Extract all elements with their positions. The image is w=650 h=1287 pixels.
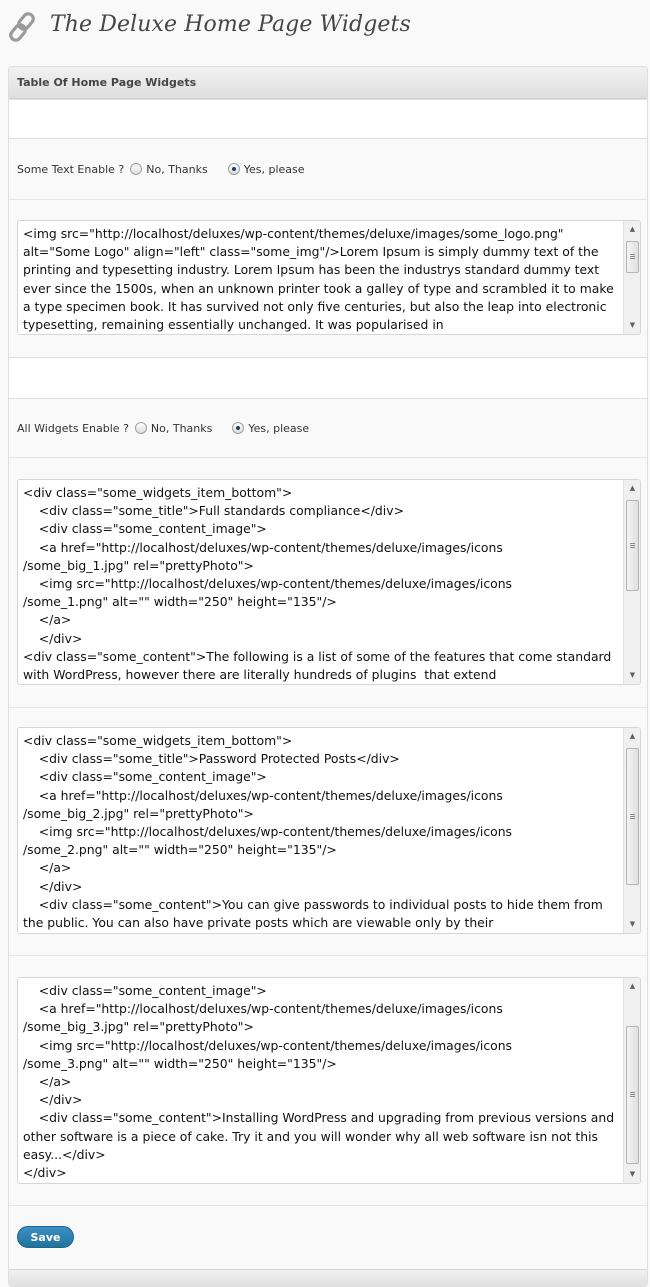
widget-1-content: <div class="some_widgets_item_bottom"> <div class="some_title">Full standards compliance</div> <div class="some_content_image"> <a href="http://localhost/deluxes/wp-content/themes/deluxe/images/icons /some_big_1.jpg" rel="prettyPhoto"> <img src="http://localhost/deluxes/wp-content/themes/deluxe/images/icons /some_1.png" alt="" width="250" height="135"/> </a> </div> <div class="some_content">The following is a list of some of the features that come standard with WordPress, however there are literally hundreds of plugins that extend [23, 485, 612, 683]
scroll-up-arrow-icon[interactable]: ▲ [629, 732, 636, 740]
all-widgets-no-radio[interactable] [135, 422, 147, 434]
spacer-row [9, 357, 647, 399]
grip-icon [630, 1092, 635, 1097]
scrollbar[interactable] [623, 728, 640, 933]
panel-header [9, 67, 647, 99]
scroll-down-arrow-icon[interactable]: ▼ [629, 321, 636, 329]
scroll-thumb[interactable] [626, 500, 639, 591]
divider [9, 1205, 647, 1206]
divider [9, 199, 647, 200]
some-text-enable-row [17, 160, 319, 178]
widget-3-content: <div class="some_content_image"> <a href="http://localhost/deluxes/wp-content/themes/deluxe/images/icons /some_big_3.jpg" rel="prettyPhoto"> <img src="http://localhost/deluxes/wp-content/themes/deluxe/images/icons /some_3.png" alt="" width="250" height="135"/> </a> </div> <div class="some_content">Installing WordPress and upgrading from previous versions and other software is a piece of cake. Try it and you will wonder why all web software isn not this easy...</div> </div> [23, 983, 615, 1181]
scroll-up-arrow-icon[interactable]: ▲ [629, 225, 636, 233]
widget-2-textarea[interactable] [17, 727, 641, 934]
scrollbar[interactable] [623, 480, 640, 684]
scroll-down-arrow-icon[interactable]: ▼ [629, 1170, 636, 1178]
save-button[interactable]: Save [17, 1226, 74, 1248]
scrollbar[interactable] [623, 978, 640, 1183]
widgets-panel [8, 66, 648, 1287]
grip-icon [630, 254, 635, 259]
links-icon [8, 10, 42, 44]
some-text-enable-label: Some Text Enable ? [17, 162, 125, 176]
all-widgets-yes-label[interactable]: Yes, please [248, 421, 310, 435]
scroll-down-arrow-icon[interactable]: ▼ [629, 671, 636, 679]
divider [9, 457, 647, 458]
spacer-row [9, 99, 647, 139]
scroll-thumb[interactable] [626, 241, 639, 273]
grip-icon [630, 543, 635, 548]
scroll-down-arrow-icon[interactable]: ▼ [629, 920, 636, 928]
all-widgets-no-label[interactable]: No, Thanks [150, 421, 213, 435]
panel-footer [9, 1269, 647, 1287]
widget-2-content: <div class="some_widgets_item_bottom"> <div class="some_title">Password Protected Posts</div> <div class="some_content_image"> <a href="http://localhost/deluxes/wp-content/themes/deluxe/images/icons /some_big_2.jpg" rel="prettyPhoto"> <img src="http://localhost/deluxes/wp-content/themes/deluxe/images/icons /some_2.png" alt="" width="250" height="135"/> </a> </div> <div class="some_content">You can give passwords to individual posts to hide them from the public. You can also have private posts which are viewable only by their [23, 733, 603, 931]
scroll-up-arrow-icon[interactable]: ▲ [629, 484, 636, 492]
divider [9, 707, 647, 708]
scrollbar[interactable] [623, 221, 640, 334]
scroll-thumb[interactable] [626, 748, 639, 885]
all-widgets-enable-row [17, 419, 323, 437]
page-title: The Deluxe Home Page Widgets [50, 12, 411, 37]
scroll-up-arrow-icon[interactable]: ▲ [629, 982, 636, 990]
some-text-content: <img src="http://localhost/deluxes/wp-content/themes/deluxe/images/some_logo.png" alt="Some Logo" align="left" class="some_img"/>Lorem Ipsum is simply dummy text of the printing and typesetting industry. Lorem Ipsum has been the industrys standard dummy text ever since the 1500s, when an unknown printer took a galley of type and scrambled it to make a type specimen book. It has survived not only five centuries, but also the leap into electronic typesetting, remaining essentially unchanged. It was popularised in [23, 226, 618, 333]
panel-title: Table Of Home Page Widgets [17, 76, 197, 89]
all-widgets-yes-radio[interactable] [232, 422, 244, 434]
grip-icon [630, 814, 635, 819]
some-text-yes-label[interactable]: Yes, please [243, 162, 305, 176]
page-header [0, 0, 650, 60]
divider [9, 955, 647, 956]
some-text-no-radio[interactable] [130, 163, 142, 175]
all-widgets-enable-label: All Widgets Enable ? [17, 421, 129, 435]
scroll-thumb[interactable] [626, 1026, 639, 1164]
some-text-textarea[interactable] [17, 220, 641, 335]
widget-1-textarea[interactable] [17, 479, 641, 685]
widget-3-textarea[interactable] [17, 977, 641, 1184]
some-text-no-label[interactable]: No, Thanks [146, 162, 208, 176]
some-text-yes-radio[interactable] [228, 163, 240, 175]
